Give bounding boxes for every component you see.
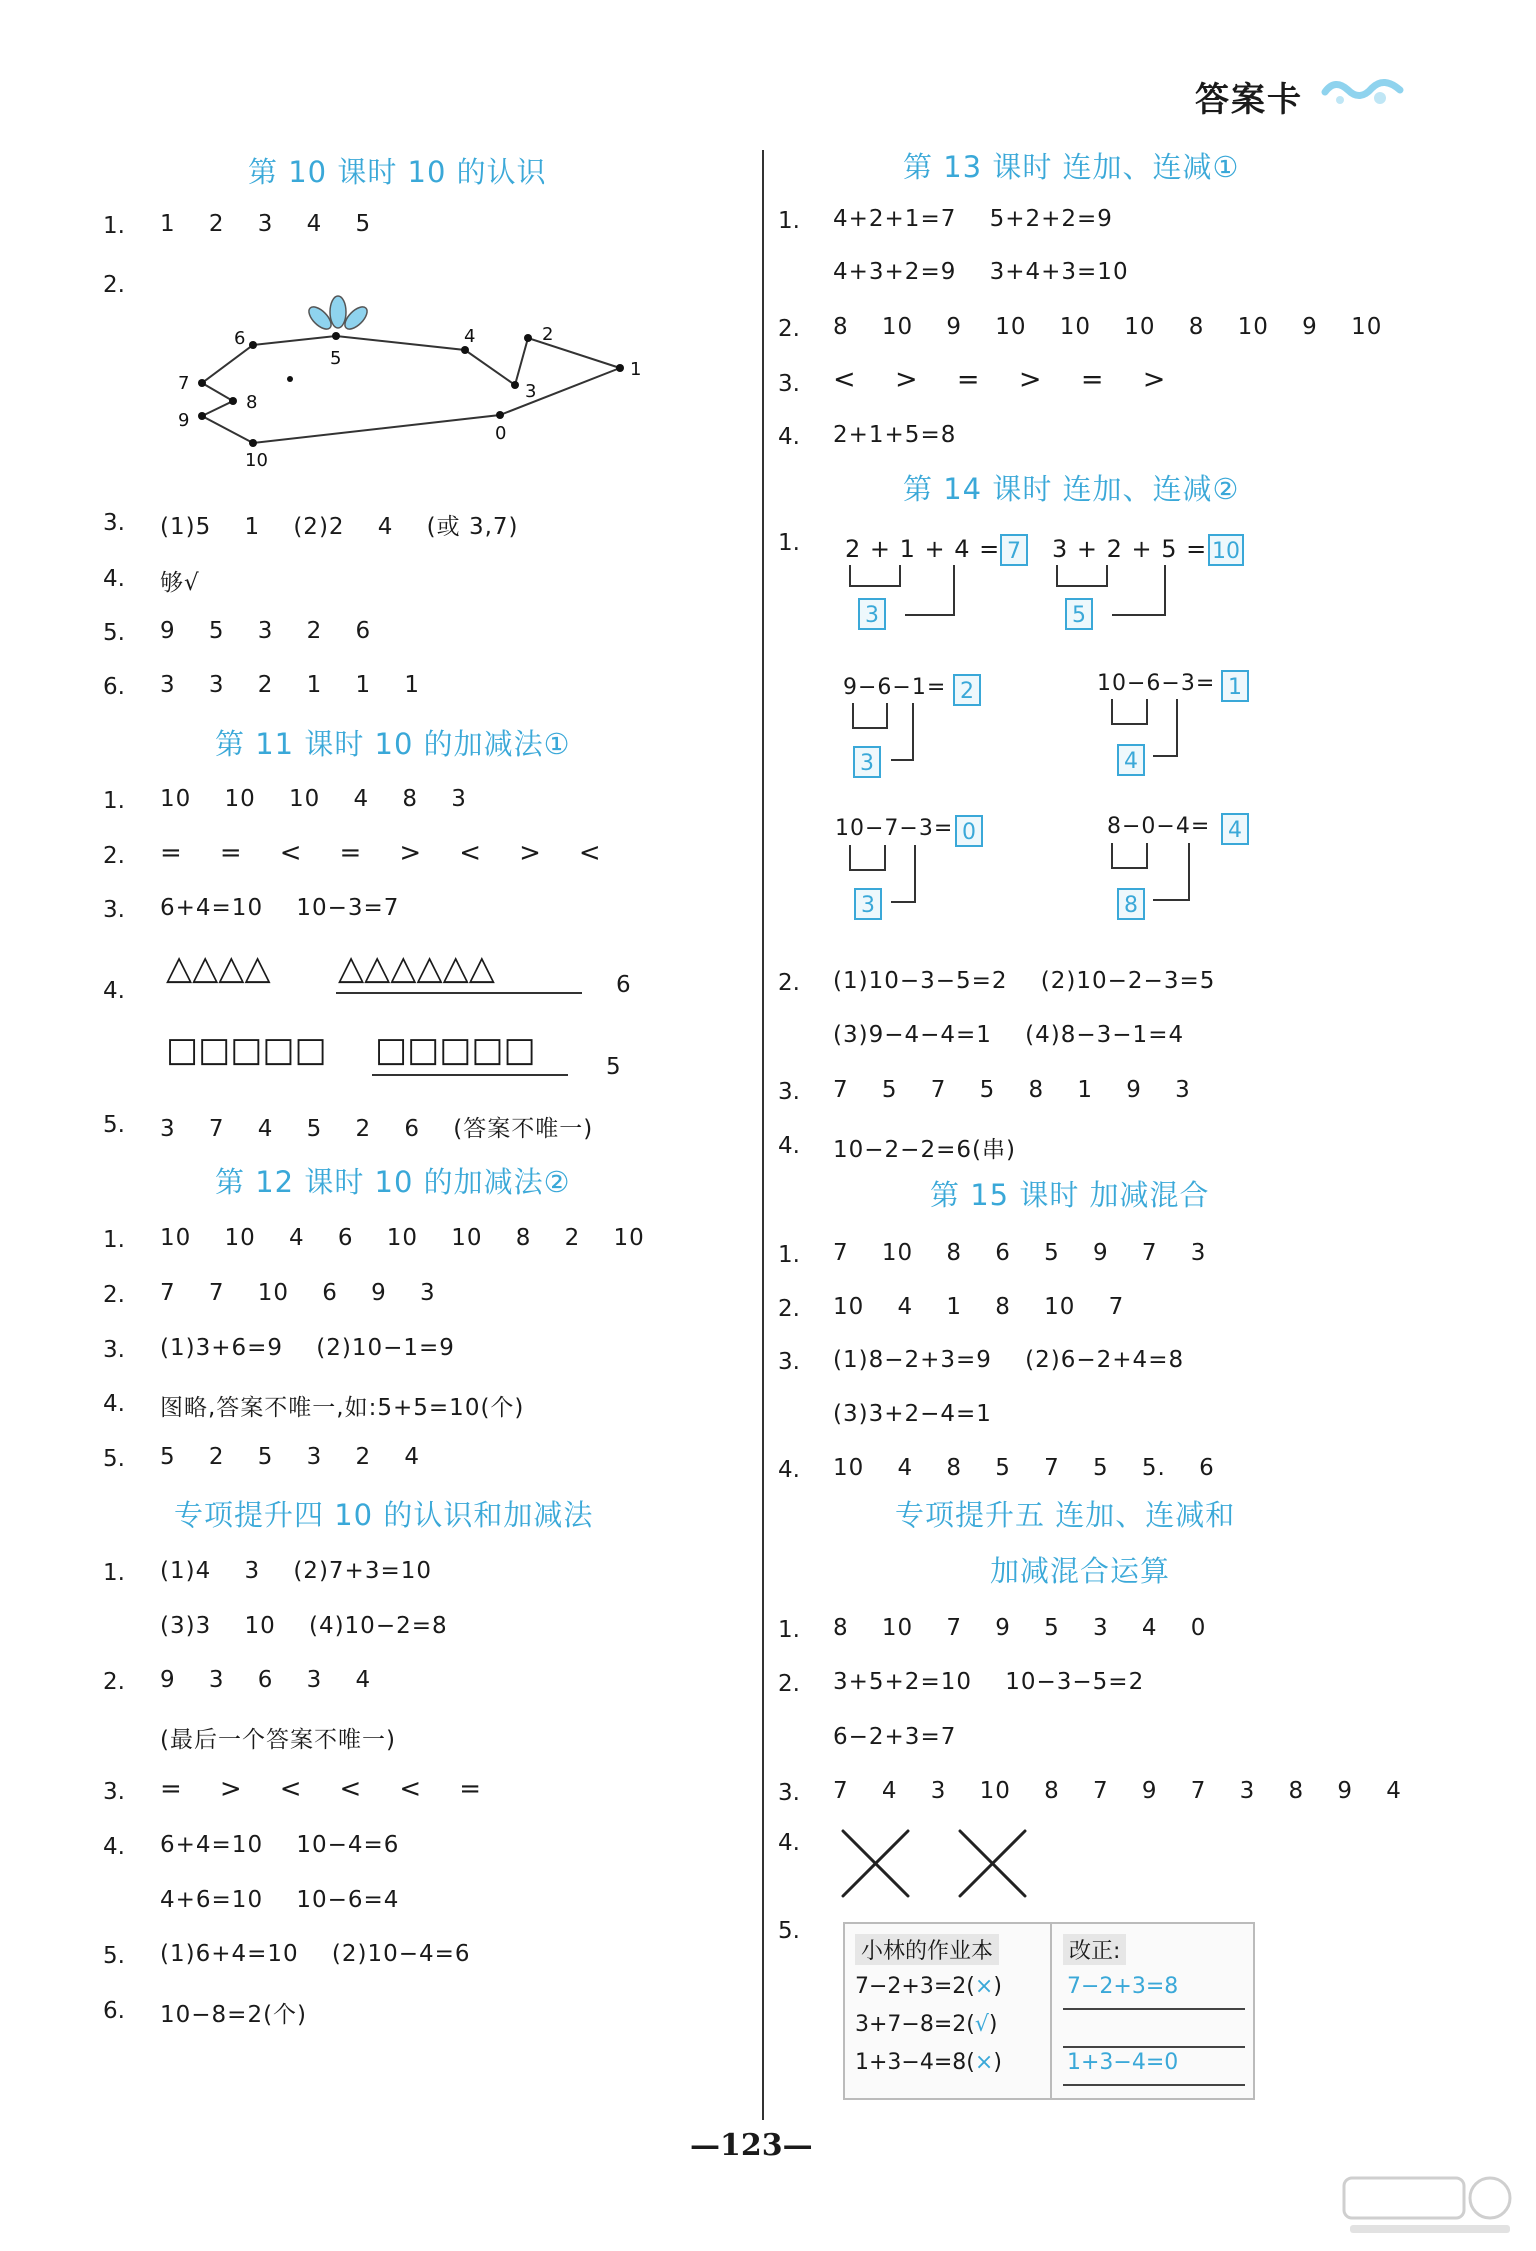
sp5-q1-num: 1. — [778, 1617, 800, 1643]
sp4-q4-answer: 6+4=10 10−4=6 — [160, 1832, 400, 1858]
sp5-q2-answer-2: 6−2+3=7 — [833, 1724, 957, 1750]
correction-header: 改正: — [1063, 1934, 1126, 1965]
l12-q5-answer: 5 2 5 3 2 4 — [160, 1444, 421, 1470]
l11-q4-triangle-count: 6 — [616, 972, 632, 998]
sp4-q5-answer: (1)6+4=10 (2)10−4=6 — [160, 1941, 471, 1967]
hw-row-2-underline — [1063, 2046, 1245, 2048]
l14-ans-3: 2 — [953, 674, 981, 706]
l12-q1-num: 1. — [103, 1227, 125, 1253]
l14-q3-answer: 7 5 7 5 8 1 9 3 — [833, 1077, 1191, 1103]
l14-mid-2: 5 — [1065, 598, 1093, 630]
l10-q4-num: 4. — [103, 566, 125, 592]
l10-q6-num: 6. — [103, 674, 125, 700]
sp4-q5-num: 5. — [103, 1943, 125, 1969]
l15-q1-answer: 7 10 8 6 5 9 7 3 — [833, 1240, 1207, 1266]
homework-correction-table — [843, 1922, 1255, 2100]
l11-q1-num: 1. — [103, 788, 125, 814]
whale-eye — [287, 376, 293, 382]
lesson-15-title: 第 15 课时 加减混合 — [930, 1178, 1210, 1212]
l11-q4-num: 4. — [103, 978, 125, 1004]
l11-q4-triangles: △△△△ — [166, 948, 271, 988]
watermark-logo-icon — [1340, 2170, 1520, 2240]
l15-q4-num: 4. — [778, 1457, 800, 1483]
dot-7 — [198, 379, 206, 387]
l12-q5-num: 5. — [103, 1446, 125, 1472]
l14-q2-answer: (1)10−3−5=2 (2)10−2−3=5 — [833, 968, 1216, 994]
sp4-q2-note: (最后一个答案不唯一) — [160, 1727, 396, 1753]
lesson-13-title: 第 13 课时 连加、连减① — [903, 150, 1240, 184]
dot-label-10: 10 — [245, 450, 268, 471]
dot-label-5: 5 — [330, 348, 342, 369]
l11-q5-num: 5. — [103, 1112, 125, 1138]
dot-label-7: 7 — [178, 373, 190, 394]
l12-q3-answer: (1)3+6=9 (2)10−1=9 — [160, 1335, 455, 1361]
dot-label-1: 1 — [630, 359, 642, 380]
hw-row-1-underline — [1063, 2008, 1245, 2010]
wave-decoration-icon — [1320, 70, 1410, 110]
l11-q4-triangle-underline — [336, 992, 582, 994]
sp4-q6-answer: 10−8=2(个) — [160, 2002, 308, 2028]
sp4-q4-num: 4. — [103, 1834, 125, 1860]
l13-q3-num: 3. — [778, 371, 800, 397]
sp5-q3-answer: 7 4 3 10 8 7 9 7 3 8 9 4 — [833, 1778, 1402, 1804]
l11-q2-answer: = = < = > < > < — [160, 838, 602, 868]
l10-q1-num: 1. — [103, 213, 125, 239]
l15-q2-num: 2. — [778, 1296, 800, 1322]
l14-eq-4: 10−6−3= — [1097, 671, 1216, 696]
l10-q3-answer: (1)5 1 (2)2 4 (或 3,7) — [160, 514, 519, 540]
sp5-q5-num: 5. — [778, 1918, 800, 1944]
l12-q2-num: 2. — [103, 1282, 125, 1308]
l14-ans-1: 7 — [1000, 534, 1028, 566]
sp4-q3-answer: = > < < < = — [160, 1774, 483, 1804]
dot-10 — [249, 439, 257, 447]
l12-q3-num: 3. — [103, 1337, 125, 1363]
sp5-q4-cross-marks — [838, 1826, 1038, 1906]
l15-q3-num: 3. — [778, 1349, 800, 1375]
table-column-divider — [1050, 1924, 1052, 2098]
l15-q1-num: 1. — [778, 1242, 800, 1268]
sp5-q2-num: 2. — [778, 1671, 800, 1697]
l14-q1-num: 1. — [778, 530, 800, 556]
hw-row-2-mark: √ — [974, 2012, 989, 2037]
dot-3 — [511, 381, 519, 389]
dot-label-6: 6 — [234, 328, 246, 349]
dot-label-2: 2 — [542, 324, 554, 345]
l11-q3-answer: 6+4=10 10−3=7 — [160, 895, 400, 921]
l11-q5-answer: 3 7 4 5 2 6 (答案不唯一) — [160, 1116, 594, 1142]
sp4-q3-num: 3. — [103, 1779, 125, 1805]
l14-eq-1: 2 + 1 + 4 = — [845, 535, 1001, 563]
sp4-q4-answer-2: 4+6=10 10−6=4 — [160, 1887, 400, 1913]
special-5-title: 专项提升五 连加、连减和 — [895, 1498, 1236, 1532]
l10-q3-num: 3. — [103, 510, 125, 536]
l12-q4-num: 4. — [103, 1391, 125, 1417]
l13-q2-answer: 8 10 9 10 10 10 8 10 9 10 — [833, 314, 1383, 340]
dot-4 — [461, 346, 469, 354]
l14-mid-6: 8 — [1117, 888, 1145, 920]
l13-q1-answer: 4+2+1=7 5+2+2=9 — [833, 206, 1113, 232]
l14-q2-num: 2. — [778, 970, 800, 996]
dot-8 — [229, 397, 237, 405]
l11-q1-answer: 10 10 10 4 8 3 — [160, 786, 467, 812]
l11-q4-square-count: 5 — [606, 1054, 622, 1080]
l11-q4-squares: □□□□□ — [166, 1030, 327, 1070]
sp5-q3-num: 3. — [778, 1780, 800, 1806]
dot-0 — [496, 411, 504, 419]
l14-q4-num: 4. — [778, 1133, 800, 1159]
dot-label-8: 8 — [246, 392, 258, 413]
l10-q5-answer: 9 5 3 2 6 — [160, 618, 372, 644]
column-divider — [762, 150, 764, 2120]
sp4-q1-num: 1. — [103, 1560, 125, 1586]
l14-eq-6: 8−0−4= — [1107, 814, 1211, 839]
l11-q4-triangles-group: △△△△△△ — [338, 948, 495, 988]
l13-q1-num: 1. — [778, 208, 800, 234]
lesson-11-title: 第 11 课时 10 的加减法① — [215, 727, 571, 761]
special-4-title: 专项提升四 10 的认识和加减法 — [174, 1498, 594, 1532]
hw-row-3-fix: 1+3−4=0 — [1067, 2050, 1179, 2075]
hw-row-1-mark: × — [974, 1974, 994, 1999]
lesson-12-title: 第 12 课时 10 的加减法② — [215, 1165, 571, 1199]
hw-row-1: 7−2+3=2(×) — [855, 1974, 1002, 1999]
l14-ans-2: 10 — [1208, 534, 1244, 566]
dot-2 — [524, 334, 532, 342]
dot-label-4: 4 — [464, 326, 476, 347]
l13-q1-answer-2: 4+3+2=9 3+4+3=10 — [833, 259, 1129, 285]
l14-ans-4: 1 — [1221, 670, 1249, 702]
l14-eq-2: 3 + 2 + 5 = — [1052, 535, 1208, 563]
special-5-title-2: 加减混合运算 — [990, 1554, 1171, 1588]
l12-q1-answer: 10 10 4 6 10 10 8 2 10 — [160, 1225, 645, 1251]
dot-label-3: 3 — [525, 381, 537, 402]
dot-5 — [332, 332, 340, 340]
l12-q4-answer: 图略,答案不唯一,如:5+5=10(个) — [160, 1395, 525, 1421]
whale-outline — [202, 336, 620, 443]
l14-eq-5: 10−7−3= — [835, 816, 954, 841]
lesson-10-title: 第 10 课时 10 的认识 — [248, 155, 547, 189]
l13-q3-answer: < > = > = > — [833, 364, 1167, 395]
sp5-q1-answer: 8 10 7 9 5 3 4 0 — [833, 1615, 1207, 1641]
l13-q4-answer: 2+1+5=8 — [833, 422, 957, 448]
hw-row-3-underline — [1063, 2084, 1245, 2086]
dot-9 — [198, 412, 206, 420]
l14-mid-1: 3 — [858, 598, 886, 630]
lesson-14-title: 第 14 课时 连加、连减② — [903, 472, 1240, 506]
l11-q4-square-underline — [372, 1074, 568, 1076]
sp4-q1-answer: (1)4 3 (2)7+3=10 — [160, 1558, 432, 1584]
l11-q3-num: 3. — [103, 897, 125, 923]
sp4-q2-answer: 9 3 6 3 4 — [160, 1667, 372, 1693]
l10-q1-answer: 1 2 3 4 5 — [160, 211, 372, 237]
l11-q2-num: 2. — [103, 843, 125, 869]
sp4-q2-num: 2. — [103, 1669, 125, 1695]
sp4-q1-answer-2: (3)3 10 (4)10−2=8 — [160, 1613, 448, 1639]
l12-q2-answer: 7 7 10 6 9 3 — [160, 1280, 436, 1306]
l15-q4-answer: 10 4 8 5 7 5 5. 6 — [833, 1455, 1215, 1481]
hw-row-2: 3+7−8=2(√) — [855, 2012, 998, 2037]
l14-q4-answer: 10−2−2=6(串) — [833, 1137, 1016, 1163]
l14-mid-5: 3 — [854, 888, 882, 920]
hw-row-3: 1+3−4=8(×) — [855, 2050, 1002, 2075]
l11-q4-squares-group: □□□□□ — [375, 1030, 536, 1070]
sp5-q2-answer: 3+5+2=10 10−3−5=2 — [833, 1669, 1145, 1695]
l13-q4-num: 4. — [778, 424, 800, 450]
l14-mid-4: 4 — [1117, 744, 1145, 776]
dot-label-9: 9 — [178, 410, 190, 431]
l14-q3-num: 3. — [778, 1079, 800, 1105]
hw-row-1-fix: 7−2+3=8 — [1067, 1974, 1179, 1999]
dot-label-0: 0 — [495, 423, 507, 444]
answer-card-brand: 答案卡 — [1195, 80, 1303, 120]
l14-bracket-4 — [1097, 696, 1207, 768]
l13-q2-num: 2. — [778, 316, 800, 342]
page-number: —123— — [690, 2128, 813, 2163]
homework-book-header: 小林的作业本 — [855, 1934, 999, 1965]
whale-dot-connect-figure — [160, 280, 670, 480]
l15-q3-answer-2: (3)3+2−4=1 — [833, 1401, 992, 1427]
l10-q2-num: 2. — [103, 272, 125, 298]
l15-q2-answer: 10 4 1 8 10 7 — [833, 1294, 1125, 1320]
l14-q2-answer-2: (3)9−4−4=1 (4)8−3−1=4 — [833, 1022, 1185, 1048]
sp4-q6-num: 6. — [103, 1998, 125, 2024]
dot-6 — [249, 341, 257, 349]
l15-q3-answer: (1)8−2+3=9 (2)6−2+4=8 — [833, 1347, 1185, 1373]
l14-mid-3: 3 — [853, 746, 881, 778]
l14-ans-5: 0 — [955, 815, 983, 847]
l14-bracket-5 — [835, 842, 945, 914]
l10-q6-answer: 3 3 2 1 1 1 — [160, 672, 421, 698]
l14-ans-6: 4 — [1221, 813, 1249, 845]
hw-row-3-mark: × — [974, 2050, 994, 2075]
l10-q5-num: 5. — [103, 620, 125, 646]
l10-q4-answer: 够√ — [160, 570, 200, 596]
whale-spout-icon — [305, 296, 371, 333]
dot-1 — [616, 364, 624, 372]
l14-eq-3: 9−6−1= — [843, 675, 947, 700]
sp5-q4-num: 4. — [778, 1830, 800, 1856]
